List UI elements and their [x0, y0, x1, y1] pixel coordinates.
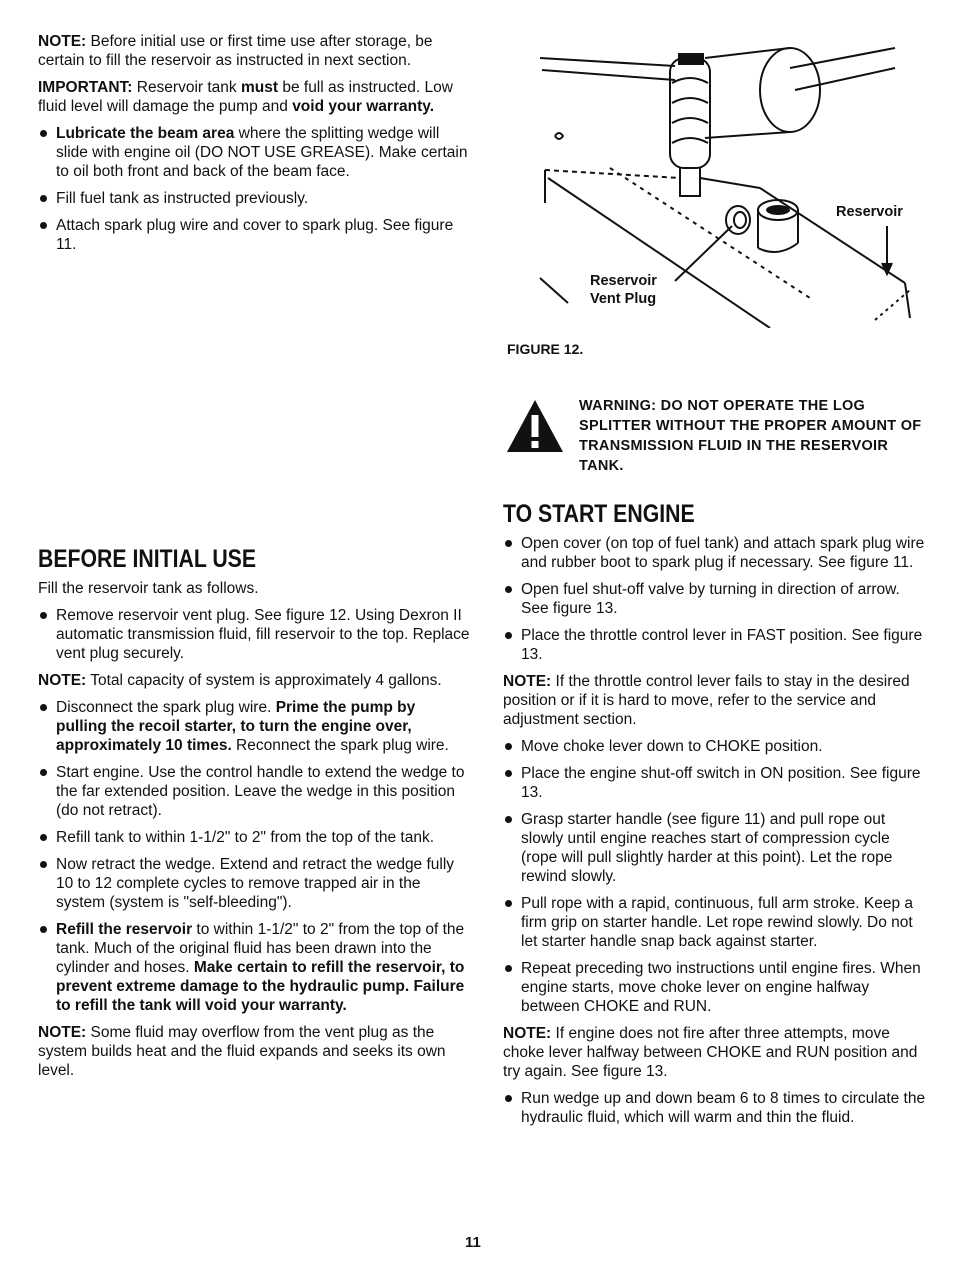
left-top-section [38, 32, 470, 262]
bullet-bold: Refill the reservoir [56, 921, 193, 938]
bullet-text: to within 1-1/2" to 2" from the top of the tank. Much of the original fluid has been drawn into the cylinder and hoses. [56, 921, 465, 976]
list-item: Place the engine shut-off switch in ON position. See figure 13. [503, 764, 927, 802]
bullet-text: Reconnect the spark plug wire. [231, 737, 449, 754]
bullet-text: Fill fuel tank as instructed previously. [56, 190, 309, 207]
note-text: Some fluid may overflow from the vent plug as the system builds heat and the fluid expands and seeks its own level. [38, 1024, 446, 1079]
note-paragraph [503, 672, 927, 729]
note-text: If the throttle control lever fails to stay in the desired position or if it is hard to move, refer to the service and adjustment section. [503, 673, 910, 728]
note-paragraph [503, 1024, 927, 1081]
note-label: NOTE: [503, 1025, 552, 1042]
list-item [38, 920, 470, 1015]
list-item [38, 216, 470, 254]
start-engine-bullets-2 [503, 737, 927, 1016]
bullet-bold: Lubricate the beam area [56, 125, 235, 142]
intro-text: Fill the reservoir tank as follows. [38, 580, 259, 597]
list-item: Open fuel shut-off valve by turning in direction of arrow. See figure 13. [503, 580, 927, 618]
note-label: NOTE: [503, 673, 552, 690]
list-item: Refill tank to within 1-1/2" to 2" from the top of the tank. [38, 828, 470, 847]
important-must: must [240, 79, 279, 96]
list-item: Start engine. Use the control handle to extend the wedge to the far extended position. Leave the wedge in this position (do not retract). [38, 763, 470, 820]
bullet-bold: Prime the pump by pulling the recoil starter, to turn the engine over, approximately 10 times. [56, 699, 416, 754]
start-engine-bullets [503, 534, 927, 664]
bullet-text: Disconnect the spark plug wire. [56, 699, 276, 716]
list-item [38, 189, 470, 208]
warning-text: WARNING: DO NOT OPERATE THE LOG SPLITTER WITHOUT THE PROPER AMOUNT OF TRANSMISSION FLUID IN THE RESERVOIR TANK. [579, 398, 922, 474]
list-item: Repeat preceding two instructions until engine fires. When engine starts, move choke lever on engine halfway between CHOKE and RUN. [503, 959, 927, 1016]
note-label: NOTE: [38, 1024, 87, 1041]
important-label: IMPORTANT: [38, 79, 133, 96]
prep-bullet-list [38, 124, 470, 254]
figure-12 [500, 28, 928, 338]
important-paragraph [38, 78, 470, 116]
section-heading: TO START ENGINE [503, 500, 695, 528]
list-item [38, 698, 470, 755]
list-item: Remove reservoir vent plug. See figure 12. Using Dexron II automatic transmission fluid, fill reservoir to the top. Replace vent plug securely. [38, 606, 470, 663]
initial-use-bullets [38, 606, 470, 663]
page-number: 11 [465, 1234, 481, 1251]
important-void: void your warranty. [292, 98, 435, 115]
figure-caption: FIGURE 12. [507, 341, 584, 357]
note-label: NOTE: [38, 33, 87, 50]
note-paragraph [38, 1023, 470, 1080]
reservoir-label: Reservoir [836, 204, 903, 220]
list-item: Move choke lever down to CHOKE position. [503, 737, 927, 756]
vent-plug-label-line2: Vent Plug [590, 291, 657, 307]
note-text: Total capacity of system is approximately 4 gallons. [86, 672, 442, 689]
reservoir-illustration [500, 28, 928, 328]
before-initial-use-section [38, 545, 470, 1088]
bullet-text: Attach spark plug wire and cover to spark plug. See figure 11. [56, 217, 454, 253]
list-item: Open cover (on top of fuel tank) and attach spark plug wire and rubber boot to spark plug if necessary. See figure 11. [503, 534, 927, 572]
note-text: Before initial use or first time use after storage, be certain to fill the reservoir as instructed in next section. [38, 33, 433, 69]
list-item [38, 124, 470, 181]
note-paragraph [38, 671, 470, 690]
list-item: Place the throttle control lever in FAST position. See figure 13. [503, 626, 927, 664]
list-item: Pull rope with a rapid, continuous, full arm stroke. Keep a firm grip on starter handle. Let rope rewind slowly. Do not let starter handle snap back against starter. [503, 894, 927, 951]
note-paragraph [38, 32, 470, 70]
note-text: If engine does not fire after three attempts, move choke lever halfway between CHOKE and RUN position and try again. See figure 13. [503, 1025, 918, 1080]
important-text-1: Reservoir tank [132, 79, 241, 96]
warning-block [505, 396, 927, 482]
list-item: Now retract the wedge. Extend and retract the wedge fully 10 to 12 complete cycles to remove trapped air in the system (system is "self-bleeding"). [38, 855, 470, 912]
section-heading: BEFORE INITIAL USE [38, 545, 257, 573]
to-start-engine-section [503, 500, 927, 1135]
start-engine-bullets-3 [503, 1089, 927, 1127]
list-item: Grasp starter handle (see figure 11) and pull rope out slowly until engine reaches start of compression cycle (rope will pull slightly harder at this point). Let the rope rewind slowly. [503, 810, 927, 886]
vent-plug-label-line1: Reservoir [590, 273, 657, 289]
bullet-bold: Make certain to refill the reservoir, to prevent extreme damage to the hydraulic pump. Failure to refill the tank will void your warranty. [56, 959, 465, 1014]
warning-icon [505, 398, 565, 454]
list-item: Run wedge up and down beam 6 to 8 times to circulate the hydraulic fluid, which will warm and thin the fluid. [503, 1089, 927, 1127]
initial-use-bullets-2 [38, 698, 470, 1015]
important-text-2: be full as instructed. Low fluid level will damage the pump and [38, 79, 453, 115]
bullet-text: where the splitting wedge will slide with engine oil (DO NOT USE GREASE). Make certain to oil both front and back of the beam face. [56, 125, 468, 180]
note-label: NOTE: [38, 672, 87, 689]
